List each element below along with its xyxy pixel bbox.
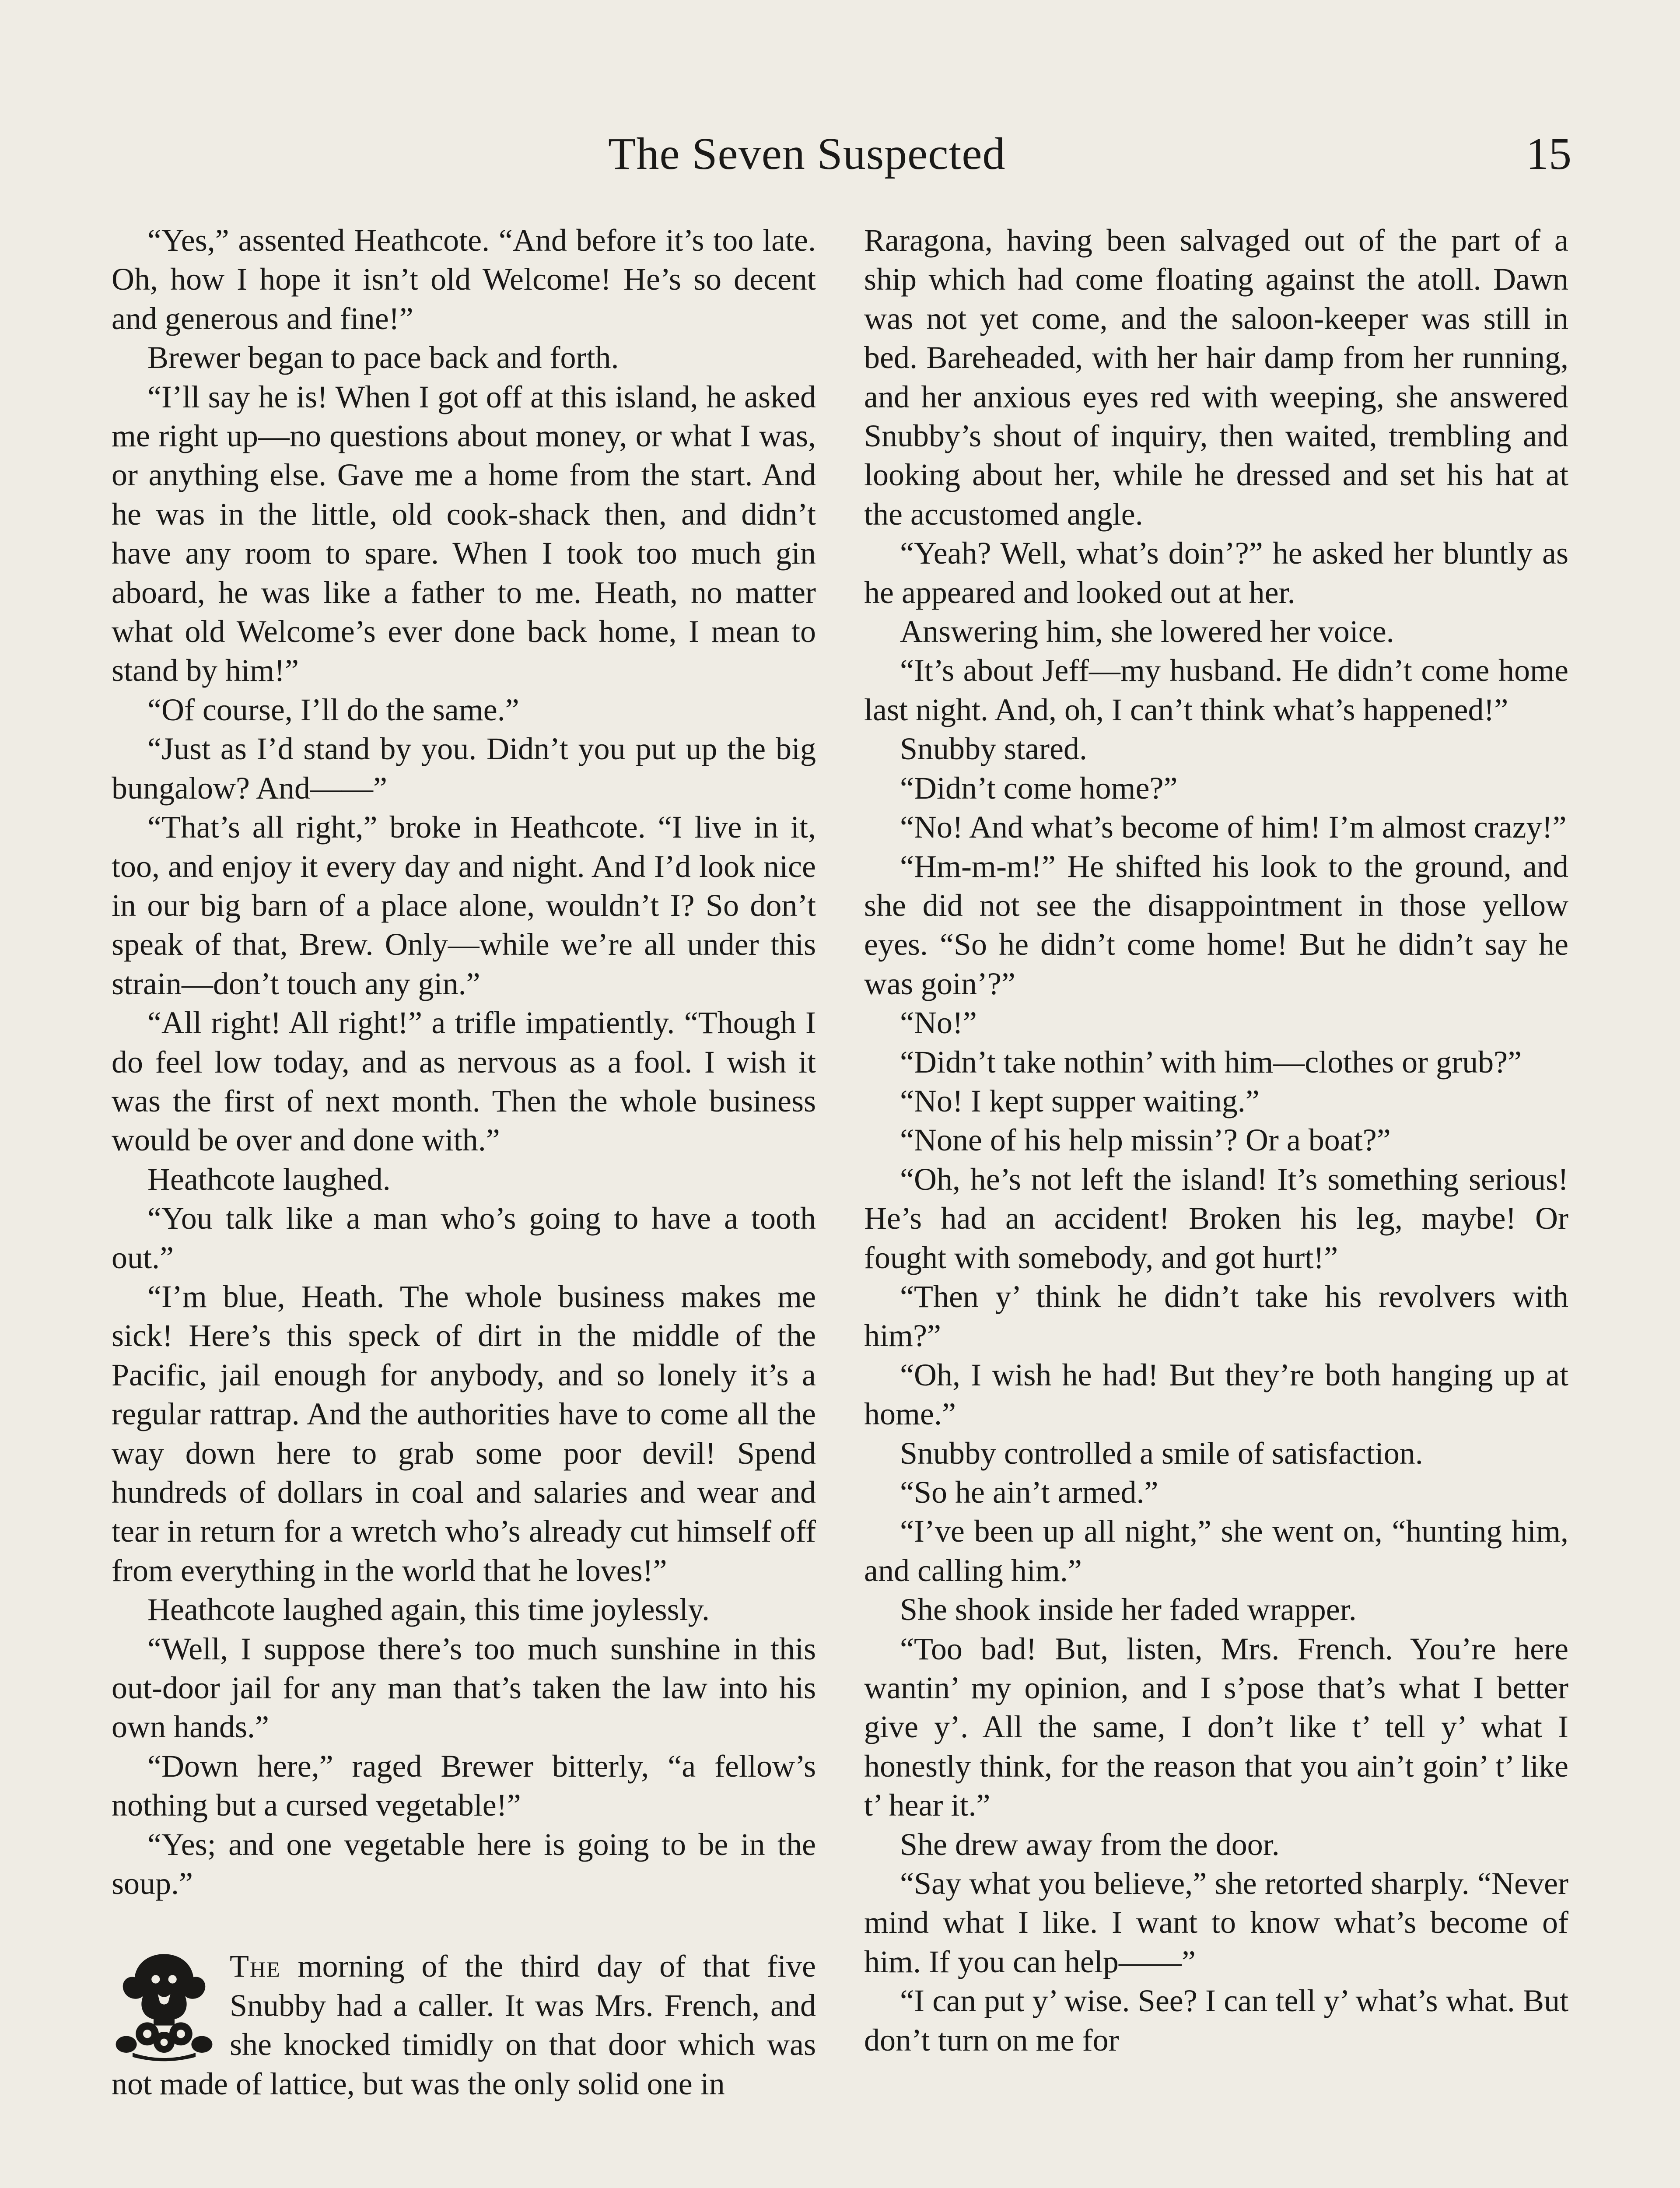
- paragraph: “Just as I’d stand by you. Didn’t you put up the big bungalow? And——”: [112, 731, 816, 806]
- paragraph: Raragona, having been salvaged out of the part of a ship which had come floating against the atoll. Dawn was not yet come, and the saloon-keeper was still in bed. Bareheaded, with her hair damp from her running, and her anxious eyes red with weeping, she answered Snubby’s shout of inquiry, then waited, trembling and looking about her, while he dressed and set his hat at the accustomed angle.: [864, 223, 1568, 532]
- paragraph: “Too bad! But, listen, Mrs. French. You’re here wantin’ my opinion, and I s’pose that’s what I better give y’. All the same, I don’t like t’ tell y’ what I honestly think, for the reason that you ain’t goin’ t’ like t’ hear it.”: [864, 1631, 1568, 1823]
- section-opening-text: morning of the third day of that five Snubby had a caller. It was Mrs. French, and she knocked timidly on that door which was not made of lattice, but was the only solid one in: [112, 1949, 816, 2101]
- paragraph: “No!”: [900, 1005, 977, 1041]
- section-lead-in: The: [230, 1949, 281, 1984]
- text-columns: [112, 221, 1568, 2188]
- paragraph: “Yeah? Well, what’s doin’?” he asked her bluntly as he appeared and looked out at her.: [864, 536, 1568, 610]
- paragraph: “You talk like a man who’s going to have a tooth out.”: [112, 1201, 816, 1275]
- paragraph: “Oh, I wish he had! But they’re both hanging up at home.”: [864, 1357, 1568, 1432]
- floral-ornament-icon: [112, 1947, 217, 2064]
- paragraph: “It’s about Jeff—my husband. He didn’t come home last night. And, oh, I can’t think what’s happened!”: [864, 653, 1568, 727]
- paragraph: Snubby controlled a smile of satisfaction.: [900, 1435, 1423, 1471]
- paragraph: “Yes,” assented Heathcote. “And before it’s too late. Oh, how I hope it isn’t old Welcome! He’s so decent and generous and fine!”: [112, 223, 816, 336]
- paragraph: Heathcote laughed again, this time joylessly.: [147, 1592, 710, 1627]
- paragraph: “Well, I suppose there’s too much sunshine in this out-door jail for any man that’s taken the law into his own hands.”: [112, 1631, 816, 1745]
- paragraph: “Yes; and one vegetable here is going to be in the soup.”: [112, 1827, 816, 1901]
- paragraph: She drew away from the door.: [900, 1827, 1280, 1862]
- paragraph: “I’m blue, Heath. The whole business makes me sick! Here’s this speck of dirt in the middle of the Pacific, jail enough for anybody, and so lonely it’s a regular rattrap. And the authorities have to come all the way down here to grab some poor devil! Spend hundreds of dollars in coal and salaries and wear and tear in return for a wretch who’s already cut himself off from everything in the world that he loves!”: [112, 1279, 816, 1588]
- paragraph: “I’ll say he is! When I got off at this island, he asked me right up—no questions about money, or what I was, or anything else. Gave me a home from the start. And he was in the little, old cook-shack then, and didn’t have any room to spare. When I took too much gin aboard, he was like a father to me. Heath, no matter what old Welcome’s ever done back home, I mean to stand by him!”: [112, 379, 816, 688]
- paragraph: Heathcote laughed.: [147, 1161, 391, 1197]
- left-column: [112, 221, 816, 2188]
- paragraph: “Down here,” raged Brewer bitterly, “a fellow’s nothing but a cursed vegetable!”: [112, 1748, 816, 1823]
- running-title: The Seven Suspected: [608, 129, 1006, 179]
- paragraph: “So he ain’t armed.”: [900, 1475, 1158, 1510]
- paragraph: Brewer began to pace back and forth.: [147, 340, 619, 375]
- paragraph: “None of his help missin’? Or a boat?”: [900, 1122, 1391, 1158]
- paragraph: “Didn’t take nothin’ with him—clothes or grub?”: [900, 1044, 1522, 1080]
- paragraph: “Of course, I’ll do the same.”: [147, 692, 519, 727]
- paragraph: “No! And what’s become of him! I’m almost crazy!”: [900, 810, 1567, 845]
- page-header: [0, 123, 1680, 185]
- paragraph: “Say what you believe,” she retorted sharply. “Never mind what I like. I want to know what’s become of him. If you can help——”: [864, 1866, 1568, 1979]
- paragraph: “I’ve been up all night,” she went on, “hunting him, and calling him.”: [864, 1514, 1568, 1588]
- paragraph: “No! I kept supper waiting.”: [900, 1083, 1260, 1119]
- paragraph: “I can put y’ wise. See? I can tell y’ what’s what. But don’t turn on me for: [864, 1983, 1568, 2058]
- paragraph: “That’s all right,” broke in Heathcote. “I live in it, too, and enjoy it every day and night. And I’d look nice in our big barn of a place alone, wouldn’t I? So don’t speak of that, Brew. Only—while we’re all under this strain—don’t touch any gin.”: [112, 810, 816, 1001]
- paragraph: “Oh, he’s not left the island! It’s something serious! He’s had an accident! Broken his leg, maybe! Or fought with somebody, and got hurt!”: [864, 1161, 1568, 1275]
- paragraph: Snubby stared.: [900, 731, 1087, 767]
- paragraph: Answering him, she lowered her voice.: [900, 614, 1394, 649]
- right-column: [864, 221, 1568, 2188]
- paragraph: “All right! All right!” a trifle impatiently. “Though I do feel low today, and as nervous as a fool. I wish it was the first of next month. Then the whole business would be over and done with.”: [112, 1005, 816, 1158]
- section-break: [112, 1903, 816, 1947]
- paragraph: “Hm-m-m!” He shifted his look to the ground, and she did not see the disappointment in those yellow eyes. “So he didn’t come home! But he didn’t say he was goin’?”: [864, 849, 1568, 1001]
- paragraph: “Didn’t come home?”: [900, 770, 1178, 806]
- paragraph: “Then y’ think he didn’t take his revolvers with him?”: [864, 1279, 1568, 1353]
- page-number: 15: [1526, 129, 1572, 179]
- section-opening-paragraph: [112, 1947, 816, 2104]
- paragraph: She shook inside her faded wrapper.: [900, 1592, 1357, 1627]
